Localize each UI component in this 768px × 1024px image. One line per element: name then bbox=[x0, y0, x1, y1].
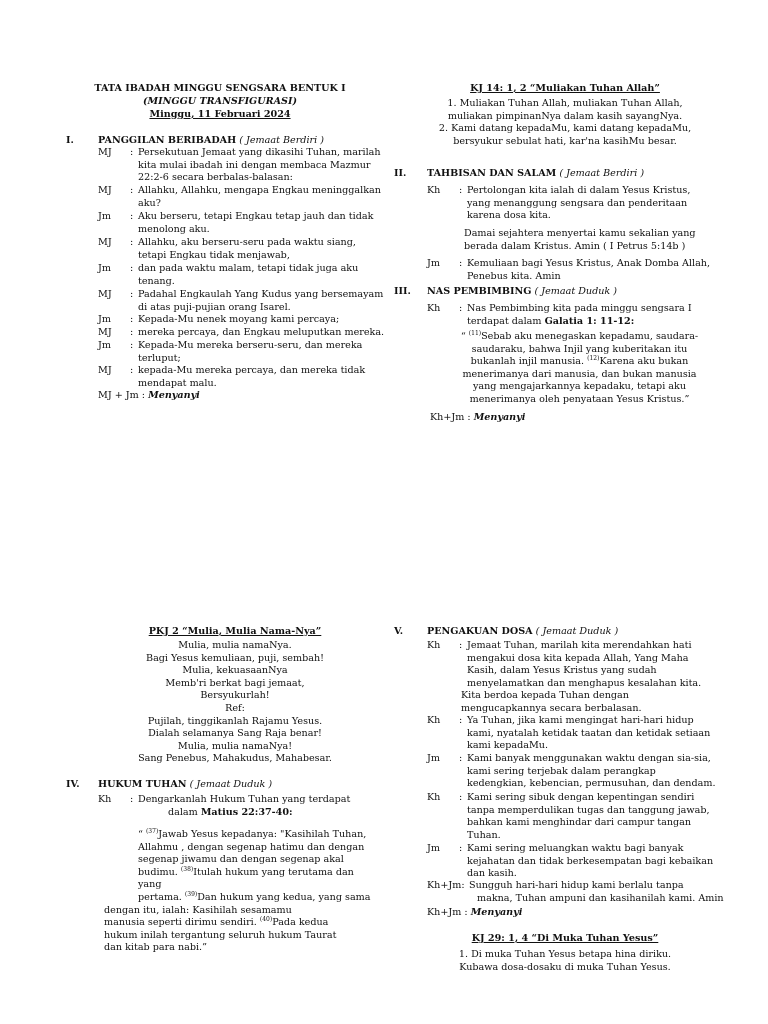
speaker-label: Kh bbox=[427, 792, 441, 803]
section-5-title: PENGAKUAN DOSA bbox=[427, 626, 533, 637]
speaker-label: Jm bbox=[427, 843, 440, 854]
quote-line: yang mengajarkannya kepadaku, tetapi aku bbox=[472, 381, 687, 393]
section-4-heading bbox=[98, 779, 272, 792]
lyric-line: muliakan pimpinanNya dalam kasih sayangNya. bbox=[447, 110, 683, 122]
text-line: Kemuliaan bagi Yesus Kristus, Anak Domba Allah, bbox=[467, 258, 711, 269]
text-line: Penebus kita. Amin bbox=[467, 270, 561, 282]
lyric-line: Pujilah, tinggikanlah Rajamu Yesus. bbox=[147, 715, 323, 727]
text-line: menyelamatkan dan menghapus kesalahan kita. bbox=[467, 677, 702, 689]
section-5-number: V. bbox=[394, 626, 404, 637]
lyric-line: Memb'ri berkat bagi jemaat, bbox=[165, 677, 305, 689]
section-5-note: ( Jemaat Duduk ) bbox=[535, 626, 619, 637]
speaker-label: Jm bbox=[427, 258, 440, 269]
lyric-line: bersyukur sebulat hati, kar'na kasihMu besar. bbox=[453, 135, 677, 147]
speaker-line: MJ : mereka percaya, dan Engkau meluputkan mereka. bbox=[98, 327, 385, 338]
text-line: tenang. bbox=[138, 275, 175, 287]
hymn-pkj2-title: PKJ 2 “Mulia, Mulia Nama-Nya” bbox=[148, 626, 322, 637]
text-line: menolong aku. bbox=[138, 223, 210, 235]
section-3-number: III. bbox=[394, 286, 411, 297]
speaker-line: Jm : Kami banyak menggunakan waktu dengan sia-sia, kami sering terjebak dalam perangkap kedengkian, kebencian, permusuhan, dan dendam. bbox=[427, 753, 716, 790]
text-line: terluput; bbox=[138, 352, 181, 364]
text-line: kami sering terjebak dalam perangkap bbox=[467, 765, 656, 777]
text-line: Persekutuan Jemaat yang dikasihi Tuhan, marilah bbox=[138, 147, 381, 158]
section-5-joint-line bbox=[427, 880, 727, 906]
section-5-heading bbox=[427, 626, 618, 639]
text-line: Damai sejahtera menyertai kamu sekalian yang bbox=[464, 228, 696, 239]
speaker-label: Kh bbox=[427, 640, 441, 651]
quote-line: Allahmu , dengan segenap hatimu dan dengan bbox=[138, 841, 365, 853]
text-line: kami, nyatalah ketidak taatan dan ketidak setiaan bbox=[467, 727, 711, 739]
speaker-label: Jm bbox=[98, 340, 111, 351]
section-1-heading bbox=[98, 135, 324, 148]
closing-speaker: Kh+Jm : bbox=[427, 907, 468, 918]
text-line: Ya Tuhan, jika kami mengingat hari-hari hidup bbox=[467, 715, 694, 726]
lyric-line: Mulia, mulia namaNya! bbox=[177, 740, 293, 752]
section-3-kh-line: Kh : Nas Pembimbing kita pada minggu sengsara I terdapat dalam Galatia 1: 11-12: bbox=[427, 303, 692, 327]
text-line: mengucapkannya secara berbalasan. bbox=[461, 702, 642, 714]
text-line: mengakui dosa kita kepada Allah, Yang Maha bbox=[467, 652, 689, 664]
scripture-reference: Galatia 1: 11-12: bbox=[544, 315, 635, 327]
section-4-kh-line: Kh : Dengarkanlah Hukum Tuhan yang terdapat dalam Matius 22:37-40: bbox=[98, 794, 351, 818]
text-line: Aku berseru, tetapi Engkau tetap jauh dan tidak bbox=[138, 211, 374, 222]
quote-line: dengan itu, ialah: Kasihilah sesamamu bbox=[104, 904, 292, 916]
speaker-line: Jm : Kepada-Mu nenek moyang kami percaya; bbox=[98, 314, 340, 325]
text-line: Padahal Engkaulah Yang Kudus yang bersemayam bbox=[138, 289, 384, 300]
section-4-title: HUKUM TUHAN bbox=[98, 779, 187, 790]
speaker-label: Jm bbox=[98, 263, 111, 274]
hymn-kj29-title: KJ 29: 1, 4 “Di Muka Tuhan Yesus” bbox=[471, 933, 659, 944]
document-date: Minggu, 11 Februari 2024 bbox=[149, 109, 291, 120]
text-line: Kami banyak menggunakan waktu dengan sia-sia, bbox=[467, 753, 711, 764]
lyric-line: Dialah selamanya Sang Raja benar! bbox=[148, 728, 322, 740]
section-1-title: PANGGILAN BERIBADAH bbox=[98, 135, 237, 146]
speaker-label: Kh bbox=[427, 185, 441, 196]
text-line: dan kasih. bbox=[467, 868, 517, 880]
text-line bbox=[467, 316, 692, 329]
speaker-label: MJ bbox=[98, 147, 112, 158]
speaker-line: Jm : dan pada waktu malam, tetapi tidak juga aku tenang. bbox=[98, 263, 359, 287]
text-line: mendapat malu. bbox=[138, 377, 217, 389]
section-1-note: ( Jemaat Berdiri ) bbox=[239, 135, 324, 146]
speaker-label: MJ bbox=[98, 327, 112, 338]
section-1-closing bbox=[98, 390, 200, 403]
closing-instruction: Menyanyi bbox=[148, 390, 200, 401]
hymn-kj14-lyrics bbox=[405, 98, 725, 148]
section-2-jm-line: Jm : Kemuliaan bagi Yesus Kristus, Anak Domba Allah, Penebus kita. Amin bbox=[427, 258, 711, 282]
speaker-label: MJ bbox=[98, 185, 112, 196]
speaker-label: Kh bbox=[98, 794, 112, 805]
document-title: TATA IBADAH MINGGU SENGSARA BENTUK I bbox=[94, 83, 346, 94]
scripture-reference: Matius 22:37-40: bbox=[200, 806, 293, 818]
text-line: Tuhan. bbox=[467, 829, 501, 841]
speaker-line: Kh : Jemaat Tuhan, marilah kita merendahkan hati mengakui dosa kita kepada Allah, Yang Maha Kasih, dalam Yesus Kristus yang sudah menyelamatkan dan menghapus kesalahan kita. bbox=[427, 640, 702, 689]
speaker-label: Kh+Jm: bbox=[427, 880, 465, 891]
quote-line: pertama. $^{(39)}$Dan hukum yang kedua, yang sama bbox=[138, 890, 371, 903]
quote-line: dan kitab para nabi.” bbox=[104, 942, 208, 954]
quote-line: hukum inilah tergantung seluruh hukum Taurat bbox=[104, 929, 337, 941]
speaker-line: Jm : Aku berseru, tetapi Engkau tetap jauh dan tidak menolong aku. bbox=[98, 211, 374, 235]
text-line: yang menanggung sengsara dan penderitaan bbox=[467, 197, 688, 209]
lyric-line: Sang Penebus, Mahakudus, Mahabesar. bbox=[138, 753, 332, 765]
lyric-line: 1. Muliakan Tuhan Allah, muliakan Tuhan Allah, bbox=[447, 98, 683, 109]
text-line: Allahku, Allahku, mengapa Engkau meninggalkan bbox=[138, 185, 381, 196]
document-subtitle: (MINGGU TRANSFIGURASI) bbox=[143, 96, 297, 107]
speaker-label: Kh bbox=[427, 303, 441, 314]
quote-line: saudaraku, bahwa Injil yang kuberitakan itu bbox=[471, 343, 688, 355]
speaker-label: MJ bbox=[98, 237, 112, 248]
speaker-line bbox=[427, 690, 727, 715]
text-line: Kita berdoa kepada Tuhan dengan bbox=[461, 690, 629, 701]
lyric-line: Kubawa dosa-dosaku di muka Tuhan Yesus. bbox=[459, 961, 671, 973]
closing-speaker: Kh+Jm : bbox=[430, 412, 471, 423]
section-4-scripture-quote bbox=[104, 829, 374, 955]
text-line: kejahatan dan tidak berkesempatan bagi kebaikan bbox=[467, 855, 714, 867]
speaker-label: Jm bbox=[98, 314, 111, 325]
quote-line: segenap jiwamu dan dengan segenap akal bbox=[138, 854, 344, 866]
section-1-number: I. bbox=[66, 135, 74, 146]
text-line bbox=[138, 807, 350, 820]
text-line: kami kepadaMu. bbox=[467, 740, 549, 752]
section-4-number: IV. bbox=[66, 779, 80, 790]
speaker-label: Jm bbox=[427, 753, 440, 764]
text-line: Kami sering sibuk dengan kepentingan sendiri bbox=[467, 792, 695, 803]
text-line: mereka percaya, dan Engkau meluputkan mereka. bbox=[138, 327, 385, 338]
text-line: Jemaat Tuhan, marilah kita merendahkan hati bbox=[467, 640, 692, 651]
hymn-kj14-title: KJ 14: 1, 2 “Muliakan Tuhan Allah” bbox=[470, 83, 660, 94]
speaker-line: Kh : Ya Tuhan, jika kami mengingat hari-hari hidup kami, nyatalah ketidak taatan dan ketidak setiaan kami kepadaMu. bbox=[427, 715, 711, 752]
speaker-label: Kh bbox=[427, 715, 441, 726]
hymn-pkj2-lyrics bbox=[100, 640, 370, 766]
section-2-note: ( Jemaat Berdiri ) bbox=[559, 168, 645, 179]
hymn-kj29-lyrics bbox=[410, 949, 720, 974]
text-line: Kepada-Mu mereka berseru-seru, dan mereka bbox=[138, 340, 363, 351]
quote-line: bukanlah injil manusia. $^{(12)}$Karena aku bukan bbox=[470, 355, 689, 368]
section-2-number: II. bbox=[394, 168, 407, 179]
text-line: aku? bbox=[138, 197, 161, 209]
text-line: di atas puji-pujian orang Isarel. bbox=[138, 301, 291, 313]
section-2-kh-line: Kh : Pertolongan kita ialah di dalam Yesus Kristus, yang menanggung sengsara dan penderitaan karena dosa kita. bbox=[427, 185, 691, 222]
speaker-label: MJ bbox=[98, 289, 112, 300]
text-line: kita mulai ibadah ini dengan membaca Mazmur bbox=[138, 159, 371, 171]
speaker-line: MJ : Padahal Engkaulah Yang Kudus yang bersemayam di atas puji-pujian orang Isarel. bbox=[98, 289, 384, 313]
speaker-line: MJ : Allahku, Allahku, mengapa Engkau meninggalkan aku? bbox=[98, 185, 381, 209]
speaker-label: MJ bbox=[98, 365, 112, 376]
lyric-line: Mulia, mulia namaNya. bbox=[178, 640, 292, 651]
text-line: kedengkian, kebencian, permusuhan, dan dendam. bbox=[467, 778, 716, 790]
section-3-note: ( Jemaat Duduk ) bbox=[534, 286, 618, 297]
text-line: tanpa memperdulikan tugas dan tanggung jawab, bbox=[467, 804, 710, 816]
text-line: dan pada waktu malam, tetapi tidak juga aku bbox=[138, 263, 359, 274]
quote-line: menerimanya dari manusia, dan bukan manusia bbox=[462, 368, 697, 380]
text-line: Kasih, dalam Yesus Kristus yang sudah bbox=[467, 665, 657, 677]
text-line: Allahku, aku berseru-seru pada waktu siang, bbox=[138, 237, 356, 248]
text-line: Kepada-Mu nenek moyang kami percaya; bbox=[138, 314, 340, 325]
quote-line: budimu. $^{(38)}$Itulah hukum yang terutama dan yang bbox=[138, 865, 354, 891]
lyric-line: Bersyukurlah! bbox=[200, 690, 270, 702]
quote-line: “ $^{(11)}$Sebab aku menegaskan kepadamu, saudara- bbox=[460, 329, 699, 342]
section-3-title: NAS PEMBIMBING bbox=[427, 286, 532, 297]
lyric-line: 1. Di muka Tuhan Yesus betapa hina diriku. bbox=[458, 949, 672, 960]
text-fragment: terdapat dalam bbox=[467, 315, 542, 327]
text-line: Kami sering meluangkan waktu bagi banyak bbox=[467, 843, 684, 854]
section-3-heading bbox=[427, 286, 617, 299]
text-fragment: dalam bbox=[168, 806, 198, 818]
text-line: Nas Pembimbing kita pada minggu sengsara I bbox=[467, 303, 692, 314]
section-2-heading bbox=[427, 168, 644, 181]
section-2-title: TAHBISAN DAN SALAM bbox=[427, 168, 557, 179]
speaker-line: MJ : Persekutuan Jemaat yang dikasihi Tuhan, marilah kita mulai ibadah ini dengan membaca Mazmur 22:2-6 secara berbalas-balasan: bbox=[98, 147, 381, 184]
text-line: makna, Tuhan ampuni dan kasihanilah kami. Amin bbox=[477, 892, 724, 904]
text-line: kepada-Mu mereka percaya, dan mereka tidak bbox=[138, 365, 366, 376]
section-3-closing bbox=[430, 412, 525, 425]
quote-line: menerimanya oleh penyataan Yesus Kristus.” bbox=[469, 393, 690, 405]
speaker-line: MJ : kepada-Mu mereka percaya, dan mereka tidak mendapat malu. bbox=[98, 365, 366, 389]
section-2-greeting bbox=[464, 228, 734, 253]
closing-instruction: Menyanyi bbox=[473, 412, 526, 423]
closing-speaker: MJ + Jm : bbox=[98, 390, 146, 401]
text-line: Pertolongan kita ialah di dalam Yesus Kristus, bbox=[467, 185, 691, 196]
lyric-line: Ref: bbox=[225, 702, 245, 714]
lyric-line: 2. Kami datang kepadaMu, kami datang kepadaMu, bbox=[438, 123, 692, 135]
speaker-label: Jm bbox=[98, 211, 111, 222]
text-line: karena dosa kita. bbox=[467, 210, 551, 222]
section-4-note: ( Jemaat Duduk ) bbox=[189, 779, 273, 790]
speaker-line: Kh : Kami sering sibuk dengan kepentingan sendiri tanpa memperdulikan tugas dan tanggung jawab, bahkan kami menghindar dari campur tangan Tuhan. bbox=[427, 792, 710, 841]
speaker-line: MJ : Allahku, aku berseru-seru pada waktu siang, tetapi Engkau tidak menjawab, bbox=[98, 237, 356, 261]
lyric-line: Mulia, kekuasaanNya bbox=[182, 665, 288, 677]
text-line: Dengarkanlah Hukum Tuhan yang terdapat bbox=[138, 794, 351, 805]
text-line: Sungguh hari-hari hidup kami berlalu tanpa bbox=[469, 880, 684, 891]
text-line: berada dalam Kristus. Amin ( I Petrus 5:14b ) bbox=[464, 240, 686, 252]
section-5-closing bbox=[427, 907, 522, 920]
lyric-line: Bagi Yesus kemuliaan, puji, sembah! bbox=[146, 652, 324, 664]
section-3-scripture-quote bbox=[452, 331, 707, 407]
text-line: 22:2-6 secara berbalas-balasan: bbox=[138, 172, 293, 184]
closing-instruction: Menyanyi bbox=[470, 907, 523, 918]
speaker-line: Jm : Kami sering meluangkan waktu bagi banyak kejahatan dan tidak berkesempatan bagi kebaikan dan kasih. bbox=[427, 843, 714, 880]
quote-line: manusia seperti dirimu sendiri. $^{(40)}$Pada kedua bbox=[104, 915, 329, 929]
text-line: bahkan kami menghindar dari campur tangan bbox=[467, 817, 692, 829]
speaker-line: Jm : Kepada-Mu mereka berseru-seru, dan mereka terluput; bbox=[98, 340, 363, 364]
text-line: tetapi Engkau tidak menjawab, bbox=[138, 249, 290, 261]
quote-line: “ $^{(37)}$Jawab Yesus kepadanya: "Kasihilah Tuhan, bbox=[138, 827, 367, 840]
